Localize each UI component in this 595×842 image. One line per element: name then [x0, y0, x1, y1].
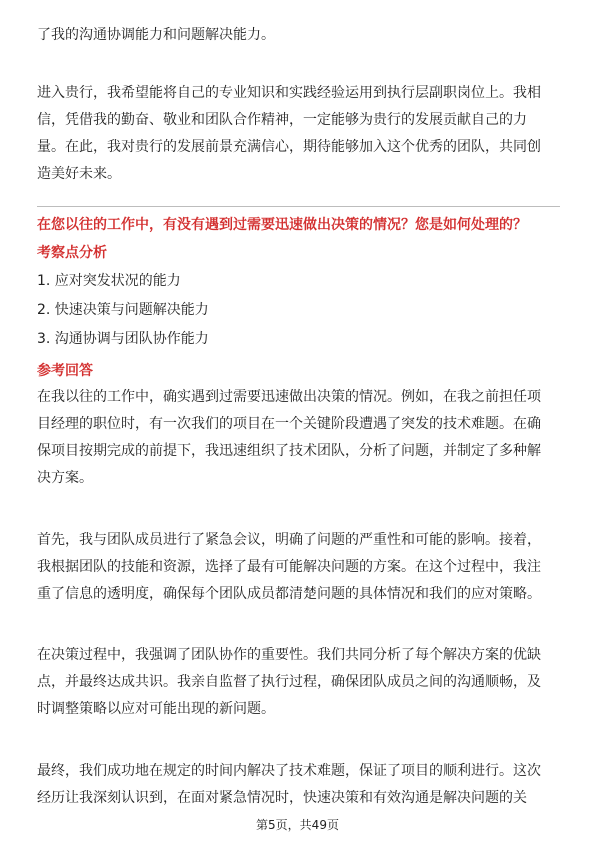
answer-line: 点，并最终达成共识。我亲自监督了执行过程，确保团队成员之间的沟通顺畅，及 [37, 674, 541, 690]
analysis-item: 2. 快速决策与问题解决能力 [37, 302, 209, 318]
answer-line: 保项目按期完成的前提下，我迅速组织了技术团队，分析了问题，并制定了多种解 [37, 443, 541, 459]
answer-title: 参考回答 [37, 363, 93, 379]
intro-line: 进入贵行，我希望能将自己的专业知识和实践经验运用到执行层副职岗位上。我相 [37, 85, 541, 101]
answer-line: 首先，我与团队成员进行了紧急会议，明确了问题的严重性和可能的影响。接着， [37, 532, 541, 548]
answer-paragraph-4 [37, 758, 541, 812]
question-block [37, 212, 527, 239]
analysis-section [37, 240, 209, 354]
analysis-item: 1. 应对突发状况的能力 [37, 273, 181, 289]
answer-line: 经历让我深刻认识到，在面对紧急情况时，快速决策和有效沟通是解决问题的关 [37, 790, 527, 806]
intro-tail-line: 了我的沟通协调能力和问题解决能力。 [37, 27, 275, 43]
intro-line: 信，凭借我的勤奋、敬业和团队合作精神，一定能够为贵行的发展贡献自己的力 [37, 112, 527, 128]
answer-paragraph-1 [37, 384, 541, 492]
question-heading: 在您以往的工作中，有没有遇到过需要迅速做出决策的情况？您是如何处理的？ [37, 217, 527, 233]
intro-paragraph [37, 80, 541, 188]
answer-section [37, 358, 93, 385]
answer-line: 在我以往的工作中，确实遇到过需要迅速做出决策的情况。例如，在我之前担任项 [37, 389, 541, 405]
intro-line: 造美好未来。 [37, 166, 121, 182]
answer-paragraph-2 [37, 527, 541, 608]
answer-line: 时调整策略以应对可能出现的新问题。 [37, 701, 275, 717]
intro-tail-block [37, 22, 275, 49]
answer-line: 目经理的职位时，有一次我们的项目在一个关键阶段遭遇了突发的技术难题。在确 [37, 416, 541, 432]
page-footer: 第5页，共49页 [256, 818, 339, 832]
section-divider [37, 206, 560, 207]
answer-line: 决方案。 [37, 470, 93, 486]
analysis-item: 3. 沟通协调与团队协作能力 [37, 331, 209, 347]
answer-paragraph-3 [37, 642, 541, 723]
analysis-title: 考察点分析 [37, 245, 107, 261]
intro-line: 量。在此，我对贵行的发展前景充满信心，期待能够加入这个优秀的团队，共同创 [37, 139, 541, 155]
answer-line: 重了信息的透明度，确保每个团队成员都清楚问题的具体情况和我们的应对策略。 [37, 586, 541, 602]
answer-line: 在决策过程中，我强调了团队协作的重要性。我们共同分析了每个解决方案的优缺 [37, 647, 541, 663]
answer-line: 最终，我们成功地在规定的时间内解决了技术难题，保证了项目的顺利进行。这次 [37, 763, 541, 779]
answer-line: 我根据团队的技能和资源，选择了最有可能解决问题的方案。在这个过程中，我注 [37, 559, 541, 575]
